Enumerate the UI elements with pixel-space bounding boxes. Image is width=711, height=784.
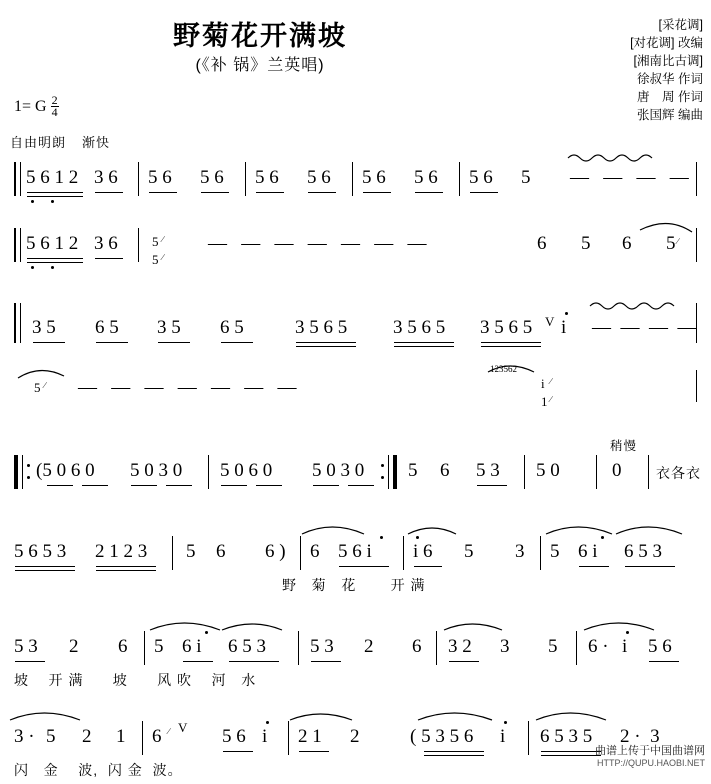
note-group: 5 6 5 3 [14,541,67,562]
grace-slash: ∕ [162,252,164,262]
octave-dot [504,721,507,724]
grace-slash: ∕ [550,376,552,386]
footer-url: HTTP://QUPU.HAOBI.NET [596,758,705,768]
barline [288,721,289,755]
beam [201,192,229,193]
note-group: — — — — — — — [208,233,427,254]
note-group: 5 [152,252,159,267]
note-group: i [561,317,567,338]
note-group: 5 [154,636,164,657]
barline [14,162,16,196]
note-group: i [541,376,545,391]
note-group: (5 0 6 0 [36,460,95,481]
note-group: 5 6 [362,167,386,188]
grace-slash: ∕ [44,380,46,390]
note-group: 3 5 [157,317,181,338]
note-group: 3 2 [448,636,472,657]
tempo-marking-slow: 稍慢 [610,439,638,453]
note-group: 5 6 [648,636,672,657]
note-group: 5 [34,380,41,395]
note-group: 6 ) [265,541,286,562]
note-group: 6 i [182,636,202,657]
octave-dot [565,312,568,315]
octave-dot [416,536,419,539]
credit-line-2: [对花调] 改编 [630,36,703,50]
time-signature: $\frac{2}{4}$ [51,93,58,119]
beam [27,196,83,197]
barline [436,631,437,665]
note-group: 6 5 3 [624,541,662,562]
beam [579,566,609,567]
note-group: 6 5 [95,317,119,338]
note-group: 5 [550,541,560,562]
barline [524,455,525,489]
note-group: 6 [152,726,162,747]
note-group: 5 0 6 0 [220,460,273,481]
grace-slash: ∕ [677,236,679,246]
beam [296,346,356,347]
note-group: 5 6 i [338,541,372,562]
note-group: — — — — — — — [78,377,297,398]
note-group: — — — — [570,167,689,188]
barline [20,303,21,343]
beam [481,346,541,347]
beam [183,661,213,662]
barline [20,162,21,196]
beam [541,751,601,752]
octave-dot [51,266,54,269]
beam [15,570,75,571]
note-group: 5 [581,233,591,254]
fingering-annotation: 123562 [490,364,517,374]
barline [696,228,697,262]
note-group: 6 5 [220,317,244,338]
beam [96,342,128,343]
note-group: 5 6 [414,167,438,188]
octave-dot [205,631,208,634]
octave-dot [626,631,629,634]
beam [95,192,123,193]
note-group: 1 [541,394,548,409]
beam [221,342,253,343]
credit-line-6: 张国辉 编曲 [637,108,703,122]
beam [221,485,247,486]
lyric-line-1: 衣各衣 [656,465,701,481]
note-group: 5 6 1 2 [26,233,79,254]
note-group: 6 · [588,636,609,657]
note-group: 5 6 [469,167,493,188]
barline [20,228,21,262]
note-group: 3 5 [32,317,56,338]
note-group: 5 0 3 0 [130,460,183,481]
key-signature [14,93,59,119]
note-group: 3 [515,541,525,562]
beam [313,485,339,486]
beam [649,661,679,662]
note-group: 6 [310,541,320,562]
note-group: 6 [118,636,128,657]
beam [339,566,389,567]
note-group: 5 [548,636,558,657]
note-group: 3 5 6 5 [480,317,533,338]
key-label: 1= G [14,98,47,116]
beam [348,485,374,486]
repeat-dot [27,476,30,479]
beam [149,192,177,193]
beam [47,485,73,486]
note-group: 1 [116,726,126,747]
note-group: 5 [521,167,531,188]
note-group: i [262,726,268,747]
note-group: 2 [69,636,79,657]
note-group: 5 [666,233,676,254]
note-group: 6 i [578,541,598,562]
barline [208,455,209,489]
barline [172,536,173,570]
barline [14,303,16,343]
note-group: 5 [186,541,196,562]
beam [424,751,484,752]
note-group: 5 6 [255,167,279,188]
lyric-line-3: 坡 开 满 坡 风 吹 河 水 [14,672,257,688]
note-group: 6 5 3 5 [540,726,593,747]
note-group: 5 0 3 0 [312,460,365,481]
barline [696,303,697,343]
beam [311,661,341,662]
beam [414,566,442,567]
note-group: 0 [612,460,622,481]
beam [256,485,282,486]
note-group: 6 5 3 [228,636,266,657]
beam [229,661,279,662]
note-group: 5 6 [148,167,172,188]
note-group: ( 5 3 5 6 [410,726,474,747]
beam [296,342,356,343]
note-group: 3 6 [94,167,118,188]
bowing-mark: V [545,314,555,329]
repeat-dot [381,464,384,467]
beam [158,342,190,343]
barline [696,370,697,402]
repeat-start-barline [14,455,18,489]
beam [96,570,156,571]
beam [256,192,284,193]
note-group: 5 6 [200,167,224,188]
barline [245,162,246,196]
beam [15,566,75,567]
barline [138,162,139,196]
note-group: 3 [500,636,510,657]
barline [142,721,143,755]
credit-line-4: 徐叔华 作词 [637,72,703,86]
footer-credit [595,742,705,768]
note-group: 5 3 [310,636,334,657]
note-group: 6 [440,460,450,481]
note-group: 6 [412,636,422,657]
beam [308,192,336,193]
beam [394,342,454,343]
beam [95,258,123,259]
beam [470,192,498,193]
barline [403,536,404,570]
tempo-free-text: 自由明朗 [10,135,67,150]
beam [27,262,83,263]
repeat-dot [27,464,30,467]
beam [481,342,541,343]
footer-note: 曲谱上传于中国曲谱网 [595,745,705,757]
barline [459,162,460,196]
note-group: i [500,726,506,747]
page-subtitle: (《补 锅》兰英唱) [195,57,325,74]
beam [625,566,675,567]
lyric-line-4: 闪 金 波, 闪 金 波。 [14,762,183,778]
note-group: — — — — [592,317,697,338]
octave-dot [31,266,34,269]
octave-dot [601,536,604,539]
beam [166,485,192,486]
credit-line-5: 唐 周 作词 [637,90,703,104]
note-group: 2 · 3 [620,726,660,747]
note-group: 6 [537,233,547,254]
note-group: 5 6 [222,726,246,747]
beam [541,755,601,756]
note-group: 5 [464,541,474,562]
beam [27,192,83,193]
note-group: 6 [216,541,226,562]
note-group: 5 [46,726,56,747]
note-group: i [622,636,628,657]
credit-line-1: [采花调] [658,18,703,32]
beam [424,755,484,756]
tempo-accel-text: 渐快 [82,135,111,150]
barline [22,455,23,489]
beam [131,485,157,486]
octave-dot [380,536,383,539]
beam [394,346,454,347]
barline [596,455,597,489]
repeat-dot [381,476,384,479]
barline [14,228,16,262]
barline [540,536,541,570]
note-group: 5 6 [307,167,331,188]
beam [415,192,443,193]
grace-slash: ∕ [550,394,552,404]
beam [33,342,65,343]
barline [388,455,389,489]
credits-block [523,16,703,124]
note-group: 5 [408,460,418,481]
barline [648,455,649,489]
note-group: 3 6 [94,233,118,254]
beam [82,485,108,486]
note-group: 5 [152,234,159,249]
beam [477,485,507,486]
octave-dot [266,721,269,724]
page-title: 野菊花开满坡 [173,21,347,51]
beam [299,751,329,752]
beam [96,566,156,567]
beam [449,661,479,662]
note-group: 2 [350,726,360,747]
barline [298,631,299,665]
note-group: 5 6 1 2 [26,167,79,188]
note-group: i 6 [413,541,433,562]
note-group: 3 5 6 5 [295,317,348,338]
barline [696,162,697,196]
note-group: 5 3 [14,636,38,657]
grace-slash: ∕ [162,234,164,244]
octave-dot [51,200,54,203]
barline [300,536,301,570]
note-group: 5 0 [536,460,560,481]
note-group: 5 3 [476,460,500,481]
bowing-mark: V [178,720,188,735]
beam [27,258,83,259]
beam [223,751,253,752]
repeat-end-barline [393,455,397,489]
barline [528,721,529,755]
note-group: 2 [364,636,374,657]
grace-slash: ∕ [168,726,170,736]
lyric-line-2: 野 菊 花 开 满 [282,577,426,593]
note-group: 2 1 [298,726,322,747]
barline [138,228,139,262]
note-group: 2 1 2 3 [95,541,148,562]
note-group: 3 · [14,726,35,747]
note-group: 3 5 6 5 [393,317,446,338]
barline [352,162,353,196]
note-group: 6 [622,233,632,254]
octave-dot [31,200,34,203]
barline [576,631,577,665]
beam [15,661,45,662]
tempo-marking-free [10,132,110,151]
note-group: 2 [82,726,92,747]
beam [363,192,391,193]
credit-line-3: [湘南比古调] [633,54,703,68]
barline [144,631,145,665]
